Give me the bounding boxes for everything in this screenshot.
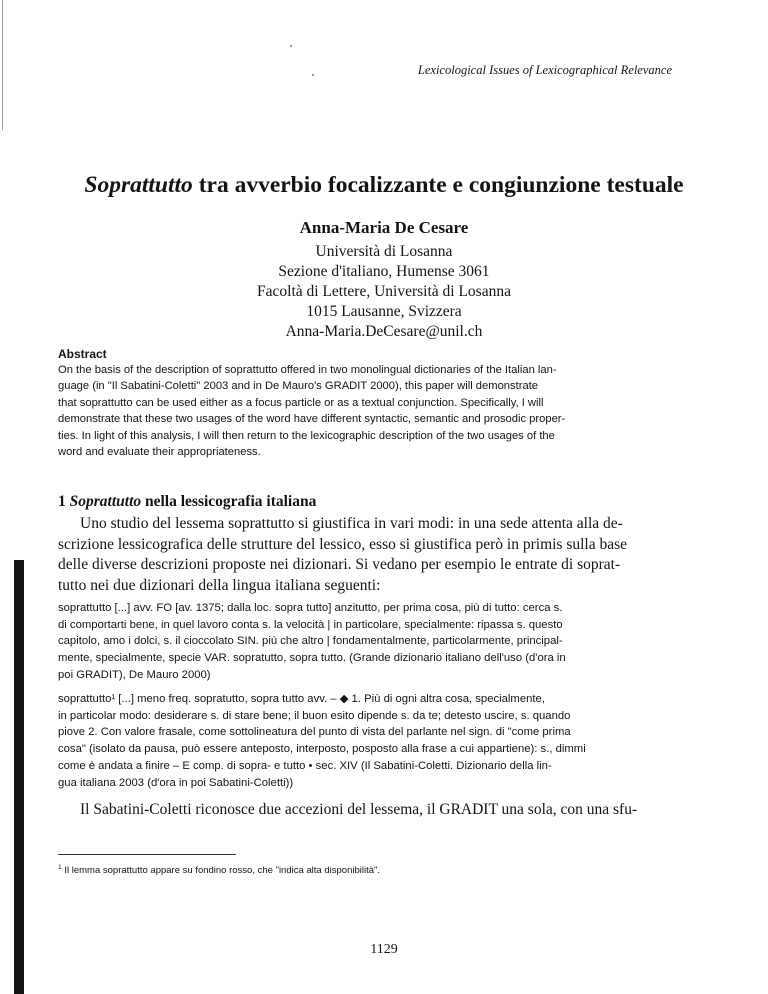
body-paragraph-2 <box>58 800 684 821</box>
body-line: tutto nei due dizionari della lingua italiana seguenti: <box>58 576 381 594</box>
body-line: Il Sabatini-Coletti riconosce due accezioni del lessema, il GRADIT una sola, con una sfu- <box>80 801 638 818</box>
paper-title <box>0 172 768 199</box>
footnote <box>58 864 380 876</box>
title-italic: Soprattutto <box>84 172 193 198</box>
abstract-line: ties. In light of this analysis, I will then return to the lexicographic description of the two usages of the <box>58 429 555 442</box>
scan-speck <box>290 45 292 47</box>
entry-line: gua italiana 2003 (d'ora in poi Sabatini-Coletti)) <box>58 776 294 789</box>
entry-line: mente, specialmente, specie VAR. sopratutto, sopra tutto. (Grande dizionario italiano dell'uso (d'ora in <box>58 652 566 665</box>
body-line: scrizione lessicografica delle strutture del lessico, esso si giustifica però in primis sulla base <box>58 535 628 553</box>
title-rest: tra avverbio focalizzante e congiunzione testuale <box>192 172 684 198</box>
entry-line: cosa" (isolato da pausa, può essere anteposto, interposto, posposto alla frase a cui appartiene): s., dimmi <box>58 743 586 756</box>
footnote-text: Il lemma soprattutto appare su fondino rosso, che "indica alta disponibilità". <box>64 865 381 877</box>
entry-line: di comportarti bene, in quel lavoro conta s. la velocità | in particolare, specialmente: ripassa s. questo <box>58 618 563 631</box>
scan-binding-shadow <box>14 560 24 994</box>
abstract-heading: Abstract <box>58 347 107 361</box>
entry-line: soprattutto¹ [...] meno freq. sopratutto, sopra tutto avv. – ◆ 1. Più di ogni altra cosa, specialmente, <box>58 693 545 705</box>
affiliation-line: 1015 Lausanne, Svizzera <box>306 303 462 320</box>
entry-line: soprattutto [...] avv. FO [av. 1375; dalla loc. sopra tutto] anzitutto, per prima cosa, più di tutto: cerca s. <box>58 602 563 614</box>
abstract-line: guage (in "Il Sabatini-Coletti" 2003 and in De Mauro's GRADIT 2000), this paper will demonstrate <box>58 380 538 393</box>
page-number: 1129 <box>370 942 398 957</box>
body-paragraph-1 <box>58 514 684 596</box>
dictionary-entry-gradit <box>58 600 684 684</box>
affiliation-line: Università di Losanna <box>315 243 453 260</box>
abstract-line: word and evaluate their appropriateness. <box>58 446 261 459</box>
running-head: Lexicological Issues of Lexicographical Relevance <box>417 63 672 77</box>
entry-line: piove 2. Con valore frasale, come sottolineatura del punto di vista del parlante nel sign. di "come prima <box>58 726 571 739</box>
body-line: Uno studio del lessema soprattutto si giustifica in vari modi: in una sede attenta alla de- <box>80 515 623 532</box>
affiliation-line: Sezione d'italiano, Humense 3061 <box>278 263 490 280</box>
abstract-text <box>58 362 684 460</box>
entry-line: in particolar modo: desiderare s. di stare bene; il buon esito dipende s. da te; detesto uscire, s. quando <box>58 709 571 722</box>
section-rest: nella lessicografia italiana <box>141 493 317 510</box>
footnote-divider <box>58 854 236 855</box>
section-heading <box>58 493 316 511</box>
entry-line: capitolo, amo i dolci, s. il cioccolato SIN. più che altro | fondamentalmente, particolarmente, principal- <box>58 635 563 648</box>
dictionary-entry-sabatini <box>58 691 684 791</box>
section-italic: Soprattutto <box>69 493 142 510</box>
entry-line: come è andata a finire – E comp. di sopra- e tutto • sec. XIV (Il Sabatini-Coletti. Dizionario della lin- <box>58 759 552 772</box>
footnote-marker: 1 <box>58 864 62 871</box>
abstract-line: On the basis of the description of soprattutto offered in two monolingual dictionaries of the Italian lan- <box>58 364 557 376</box>
author-email: Anna-Maria.DeCesare@unil.ch <box>285 323 483 340</box>
entry-line: poi GRADIT), De Mauro 2000) <box>58 668 211 681</box>
affiliation-line: Facoltà di Lettere, Università di Losanna <box>257 283 511 300</box>
scan-speck <box>312 74 314 76</box>
author-name: Anna-Maria De Cesare <box>299 218 469 237</box>
section-number: 1 <box>58 493 70 510</box>
abstract-line: demonstrate that these two usages of the word have different syntactic, semantic and prosodic proper- <box>58 413 566 426</box>
scan-edge <box>2 0 3 130</box>
abstract-line: that soprattutto can be used either as a focus particle or as a textual conjunction. Specifically, I will <box>58 396 544 409</box>
affiliation-block <box>0 242 768 342</box>
body-line: delle diverse descrizioni proposte nei dizionari. Si vedano per esempio le entrate di soprat- <box>58 556 621 573</box>
